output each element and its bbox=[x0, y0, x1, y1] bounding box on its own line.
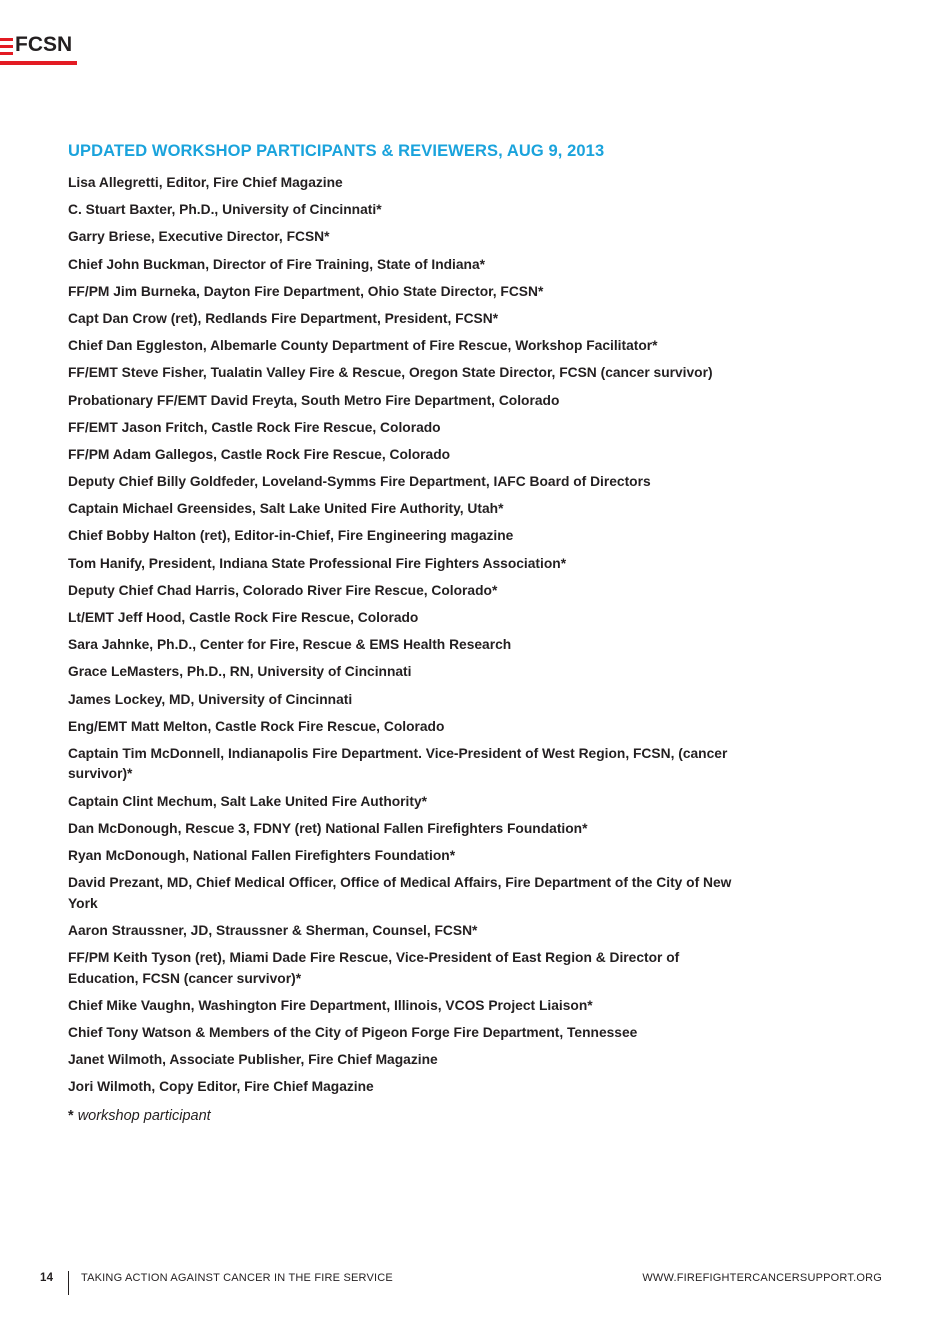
participant-item: Capt Dan Crow (ret), Redlands Fire Department, President, FCSN* bbox=[68, 310, 499, 326]
footnote bbox=[68, 1106, 211, 1126]
participant-item: Chief Mike Vaughn, Washington Fire Department, Illinois, VCOS Project Liaison* bbox=[68, 997, 593, 1013]
footer-url[interactable]: WWW.FIREFIGHTERCANCERSUPPORT.ORG bbox=[642, 1272, 882, 1284]
participant-item: Eng/EMT Matt Melton, Castle Rock Fire Rescue, Colorado bbox=[68, 718, 445, 734]
participant-item: Sara Jahnke, Ph.D., Center for Fire, Rescue & EMS Health Research bbox=[68, 637, 512, 653]
participant-item: C. Stuart Baxter, Ph.D., University of Cincinnati* bbox=[68, 202, 382, 218]
logo-stripe bbox=[0, 45, 13, 48]
participant-item: FF/PM Jim Burneka, Dayton Fire Department, Ohio State Director, FCSN* bbox=[68, 283, 544, 299]
participant-item: Chief John Buckman, Director of Fire Training, State of Indiana* bbox=[68, 256, 486, 272]
logo-stripe bbox=[0, 52, 13, 55]
participant-item: Lt/EMT Jeff Hood, Castle Rock Fire Rescue, Colorado bbox=[68, 610, 419, 625]
participant-item: Garry Briese, Executive Director, FCSN* bbox=[68, 229, 330, 245]
logo-wordmark: FCSN bbox=[15, 33, 73, 56]
participant-list bbox=[68, 173, 748, 1105]
participant-item: Chief Tony Watson & Members of the City of Pigeon Forge Fire Department, Tennessee bbox=[68, 1024, 638, 1040]
participant-item: Lisa Allegretti, Editor, Fire Chief Magazine bbox=[68, 175, 343, 190]
participant-item: Deputy Chief Billy Goldfeder, Loveland-Symms Fire Department, IAFC Board of Directors bbox=[68, 474, 651, 490]
participant-item: Deputy Chief Chad Harris, Colorado River Fire Rescue, Colorado* bbox=[68, 582, 498, 598]
page-number: 14 bbox=[40, 1272, 54, 1284]
participant-item: David Prezant, MD, Chief Medical Officer, Office of Medical Affairs, Fire Department of the City of New York bbox=[68, 875, 732, 911]
footer-divider bbox=[68, 1271, 69, 1295]
logo-underline bbox=[0, 61, 77, 65]
section-heading: UPDATED WORKSHOP PARTICIPANTS & REVIEWERS, AUG 9, 2013 bbox=[68, 142, 605, 160]
participant-item: Janet Wilmoth, Associate Publisher, Fire Chief Magazine bbox=[68, 1052, 438, 1068]
participant-item: Tom Hanify, President, Indiana State Professional Fire Fighters Association* bbox=[68, 555, 567, 571]
participant-item: James Lockey, MD, University of Cincinnati bbox=[68, 691, 353, 707]
participant-item: Chief Bobby Halton (ret), Editor-in-Chief, Fire Engineering magazine bbox=[68, 528, 514, 544]
participant-item: Chief Dan Eggleston, Albemarle County Department of Fire Rescue, Workshop Facilitator* bbox=[68, 338, 658, 354]
participant-item: Probationary FF/EMT David Freyta, South Metro Fire Department, Colorado bbox=[68, 392, 560, 408]
participant-item: Captain Tim McDonnell, Indianapolis Fire Department. Vice-President of West Region, FCSN, (cancer survivor)* bbox=[68, 745, 728, 782]
footnote-text: workshop participant bbox=[77, 1108, 211, 1124]
participant-item: FF/EMT Steve Fisher, Tualatin Valley Fire & Rescue, Oregon State Director, FCSN (cancer survivor) bbox=[68, 365, 713, 381]
footer-title: TAKING ACTION AGAINST CANCER IN THE FIRE SERVICE bbox=[81, 1272, 393, 1284]
participant-item: FF/EMT Jason Fritch, Castle Rock Fire Rescue, Colorado bbox=[68, 419, 441, 435]
logo-stripe bbox=[0, 38, 13, 41]
participant-item: Captain Michael Greensides, Salt Lake United Fire Authority, Utah* bbox=[68, 501, 504, 517]
participant-item: Grace LeMasters, Ph.D., RN, University of Cincinnati bbox=[68, 664, 412, 680]
participant-item: FF/PM Adam Gallegos, Castle Rock Fire Rescue, Colorado bbox=[68, 446, 451, 462]
footnote-mark: * bbox=[68, 1108, 74, 1124]
participant-item: Aaron Straussner, JD, Straussner & Sherman, Counsel, FCSN* bbox=[68, 922, 478, 938]
participant-item: Dan McDonough, Rescue 3, FDNY (ret) National Fallen Firefighters Foundation* bbox=[68, 820, 588, 836]
participant-item: Ryan McDonough, National Fallen Firefighters Foundation* bbox=[68, 848, 456, 863]
participant-item: Jori Wilmoth, Copy Editor, Fire Chief Magazine bbox=[68, 1079, 374, 1095]
participant-item: FF/PM Keith Tyson (ret), Miami Dade Fire Rescue, Vice-President of East Region & Director of Education, FCSN (cancer survivor)* bbox=[68, 950, 680, 986]
fcsn-logo bbox=[0, 32, 80, 68]
participant-item: Captain Clint Mechum, Salt Lake United Fire Authority* bbox=[68, 793, 428, 809]
